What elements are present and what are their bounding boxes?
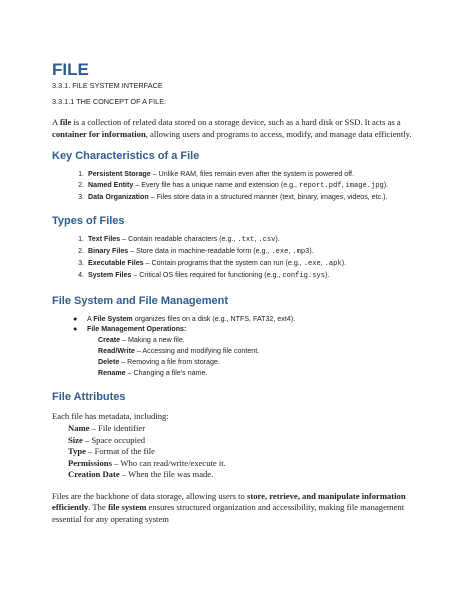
list-item: 2. Named Entity – Every file has a unique name and extension (e.g., report.pdf, image.jpg). (86, 180, 432, 192)
bullet-icon: ● (73, 314, 78, 323)
file-attributes-heading: File Attributes (52, 391, 126, 404)
types-of-files-list (52, 234, 432, 281)
list-item: 4. System Files – Critical OS files required for functioning (e.g., config.sys). (86, 270, 432, 282)
list-item: ● A File System organizes files on a disk (e.g., NTFS, FAT32, ext4). (73, 314, 296, 323)
key-characteristics-heading: Key Characteristics of a File (52, 150, 200, 162)
attributes-lead: Each file has metadata, including: (52, 411, 169, 422)
file-operations-list (52, 335, 432, 378)
list-item: Type – Format of the file (68, 446, 155, 457)
list-item: Rename – Changing a file's name. (98, 368, 208, 377)
list-item: 1. Text Files – Contain readable characters (e.g., .txt, .csv). (86, 234, 432, 246)
key-characteristics-list (52, 169, 432, 202)
list-item: 3. Executable Files – Contain programs that the system can run (e.g., .exe, .apk). (86, 258, 432, 270)
list-item: Size – Space occupied (68, 434, 146, 445)
document-body (52, 60, 432, 525)
intro-paragraph: A file is a collection of related data stored on a storage device, such as a hard disk or SSD. It acts as a container for information, allowing users and programs to access, modify, and manage data efficiently. (52, 117, 412, 139)
list-item: ● File Management Operations: (73, 325, 187, 334)
list-item: Creation Date – When the file was made. (68, 469, 214, 480)
subsection-heading: 3.3.1.1 THE CONCEPT OF A FILE: (52, 97, 167, 106)
file-system-heading: File System and File Management (52, 294, 229, 307)
closing-paragraph: Files are the backbone of data storage, allowing users to store, retrieve, and manipulate information efficiently. The file system ensures structured organization and accessibility, making file management essential for any operating system (52, 490, 406, 524)
list-item: Delete – Removing a file from storage. (98, 357, 220, 366)
section-number-heading: 3.3.1. FILE SYSTEM INTERFACE (52, 81, 163, 90)
attributes-list (52, 423, 432, 481)
list-item: 1. Persistent Storage – Unlike RAM, files remain even after the system is powered off. (86, 169, 432, 180)
list-item: 3. Data Organization – Files store data in a structured manner (text, binary, images, videos, etc.). (86, 192, 432, 203)
list-item: Permissions – Who can read/write/execute it. (68, 457, 226, 468)
file-system-bullets (52, 314, 432, 336)
list-item: Create – Making a new file. (98, 336, 185, 345)
list-item: Name – File identifier (68, 422, 146, 433)
types-of-files-heading: Types of Files (52, 215, 125, 228)
list-item: Read/Write – Accessing and modifying file content. (98, 346, 260, 355)
list-item: 2. Binary Files – Store data in machine-readable form (e.g., .exe, .mp3). (86, 246, 432, 258)
document-title: FILE (52, 60, 89, 79)
bullet-icon: ● (73, 325, 78, 334)
